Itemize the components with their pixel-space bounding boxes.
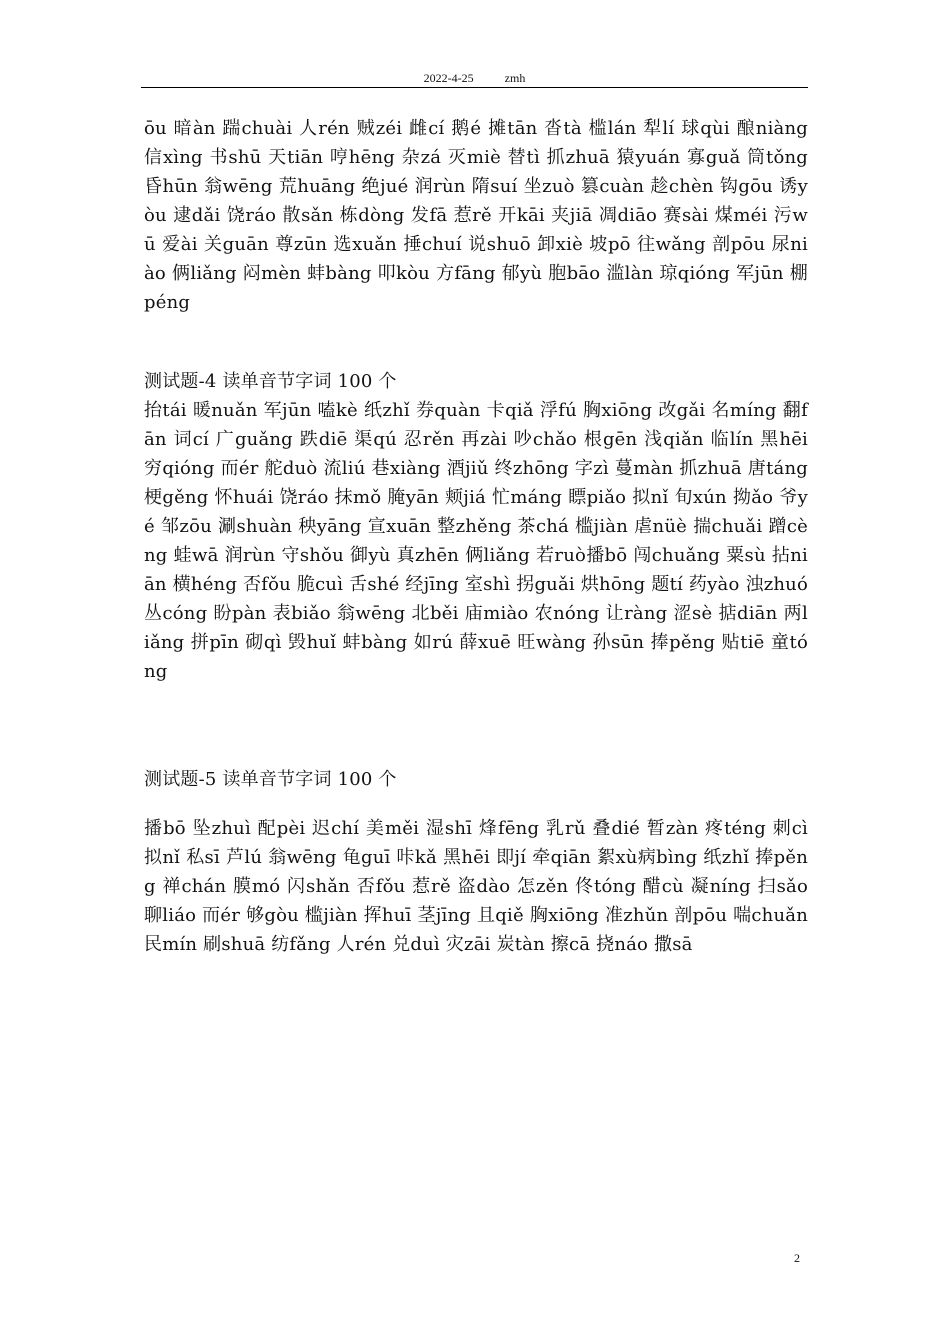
continued-paragraph: ōu 暗àn 踹chuài 人rén 贼zéi 雌cí 鹅é 摊tān 沓tà 槛lán 犁lí 球qùi 酿niàng 信xìng 书shū 天tiān 哼hēng 杂zá 灭miè 替tì 抓zhuā 猿yuán 寡guǎ 筒tǒng 昏hūn 翁wēng 荒huāng 绝jué 润rùn 隋suí 坐zuò 篡cuàn 趁chèn 钩gōu 诱yòu 逮dǎi 饶ráo 散sǎn 栋dòng 发fā 惹rě 开kāi 夹jiā 凋diāo 赛sài 煤méi 污wū 爱ài 关guān 尊zūn 选xuǎn 捶chuí 说shuō 卸xiè 坡pō 往wǎng 剖pōu 尿niào 俩liǎng 闷mèn 蚌bàng 叩kòu 方fāng 郁yù 胞bāo 滥làn 琼qióng 军jūn 棚péng xyxy=(144,118,808,313)
header-date: 2022-4-25 xyxy=(423,71,474,85)
test4-paragraph: 抬tái 暖nuǎn 军jūn 嗑kè 纸zhǐ 券quàn 卡qiǎ 浮fú 胸xiōng 改gǎi 名míng 翻fān 词cí 广guǎng 跌diē 渠qú 忍rěn 再zài 吵chǎo 根gēn 浅qiǎn 临lín 黑hēi 穷qióng 而ér 舵duò 流liú 巷xiàng 酒jiǔ 终zhōng 字zì 蔓màn 抓zhuā 唐táng 梗gěng 怀huái 饶ráo 抹mǒ 腌yān 颊jiá 忙máng 瞟piǎo 拟nǐ 旬xún 拗ǎo 爷yé 邹zōu 涮shuàn 秧yāng 宣xuān 整zhěng 茶chá 槛jiàn 虐nüè 揣chuǎi 蹭cèng 蛙wā 润rùn 守shǒu 御yù 真zhēn 俩liǎng 若ruò播bō 闯chuǎng 粟sù 拈niān 横héng 否fǒu 脆cuì 舌shé 经jīng 室shì 拐guǎi 烘hōng 题tí 药yào 浊zhuó 丛cóng 盼pàn 表biǎo 翁wēng 北běi 庙miào 农nóng 让ràng 涩sè 掂diān 两liǎng 拼pīn 砌qì 毁huǐ 蚌bàng 如rú 薛xuē 旺wàng 孙sūn 捧pěng 贴tiē 童tóng xyxy=(144,400,808,682)
page-header xyxy=(141,71,808,88)
test5-paragraph: 播bō 坠zhuì 配pèi 迟chí 美měi 湿shī 烽fēng 乳rǔ 叠dié 暂zàn 疼téng 刺cì 拟nǐ 私sī 芦lú 翁wēng 龟guī 咔kǎ 黑hēi 即jí 牵qiān 絮xù病bìng 纸zhǐ 捧pěng 禅chán 膜mó 闪shǎn 否fǒu 惹rě 盗dào 怎zěn 佟tóng 醋cù 凝níng 扫sǎo 聊liáo 而ér 够gòu 槛jiàn 挥huī 茎jīng 且qiě 胸xiōng 准zhǔn 剖pōu 喘chuǎn 民mín 刷shuā 纺fǎng 人rén 兑duì 灾zāi 炭tàn 擦cā 挠náo 撒sā xyxy=(144,818,808,955)
test4-title: 测试题-4 读单音节字词 100 个 xyxy=(144,371,397,392)
page-number: 2 xyxy=(794,1251,800,1265)
header-author: zmh xyxy=(504,71,526,85)
test5-title: 测试题-5 读单音节字词 100 个 xyxy=(144,769,397,790)
document-body xyxy=(144,114,808,959)
